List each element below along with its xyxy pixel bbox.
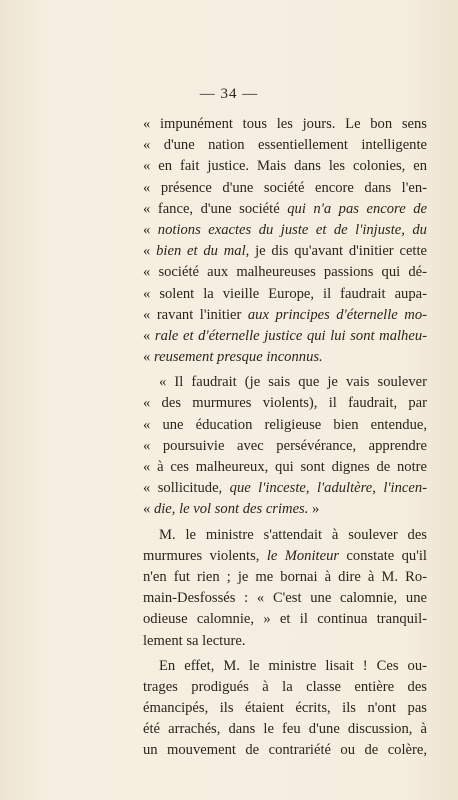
body-text xyxy=(143,114,427,762)
page-number: — 34 — xyxy=(199,86,259,102)
text-line: « une éducation religieuse bien entendue, xyxy=(143,416,427,433)
text-line: « notions exactes du juste et de l'injuste, du xyxy=(143,221,427,238)
text-line: odieuse calomnie, » et il continua tranquil- xyxy=(143,611,427,628)
text-line: « société aux malheureuses passions qui dé- xyxy=(143,264,427,281)
text-line: « impunément tous les jours. Le bon sens xyxy=(143,116,427,132)
text-line: trages prodigués à la classe entière des xyxy=(143,678,427,695)
text-line: un mouvement de contrariété ou de colère, xyxy=(143,742,427,759)
text-line: « die, le vol sont des crimes. » xyxy=(143,501,320,518)
text-line: « solent la vieille Europe, il faudrait aupa- xyxy=(143,285,427,302)
text-line: En effet, M. le ministre lisait ! Ces ou- xyxy=(159,657,427,674)
text-line: « à ces malheureux, qui sont dignes de notre xyxy=(143,459,427,475)
text-line: été arrachés, dans le feu d'une discussion, à xyxy=(143,721,427,738)
text-line: « présence d'une société encore dans l'en- xyxy=(143,179,427,196)
text-line: murmures violents, le Moniteur constate qu'il xyxy=(143,547,427,564)
text-line: « fance, d'une société qui n'a pas encore de xyxy=(143,200,427,217)
text-line: émancipés, ils étaient écrits, ils n'ont pas xyxy=(143,700,427,717)
text-line: main-Desfossés : « C'est une calomnie, une xyxy=(143,590,427,607)
text-line: « poursuivie avec persévérance, apprendre xyxy=(143,437,427,454)
text-line: « sollicitude, que l'inceste, l'adultère, l'incen- xyxy=(143,480,428,497)
text-line: « ravant l'initier aux principes d'éternelle mo- xyxy=(143,306,427,323)
text-line: « d'une nation essentiellement intelligente xyxy=(143,137,427,154)
text-line: « bien et du mal, je dis qu'avant d'initier cette xyxy=(143,243,428,260)
text-line: « des murmures violents), il faudrait, par xyxy=(143,395,427,412)
text-line: « Il faudrait (je sais que je vais soulever xyxy=(159,374,427,391)
text-line: « rale et d'éternelle justice qui lui sont malheu- xyxy=(143,327,427,344)
text-line: « en fait justice. Mais dans les colonies, en xyxy=(143,158,427,175)
text-line: « reusement presque inconnus. xyxy=(143,349,323,366)
text-line: lement sa lecture. xyxy=(143,632,246,649)
text-line: n'en fut rien ; je me bornai à dire à M. Ro- xyxy=(143,568,427,585)
text-line: M. le ministre s'attendait à soulever des xyxy=(159,526,427,543)
